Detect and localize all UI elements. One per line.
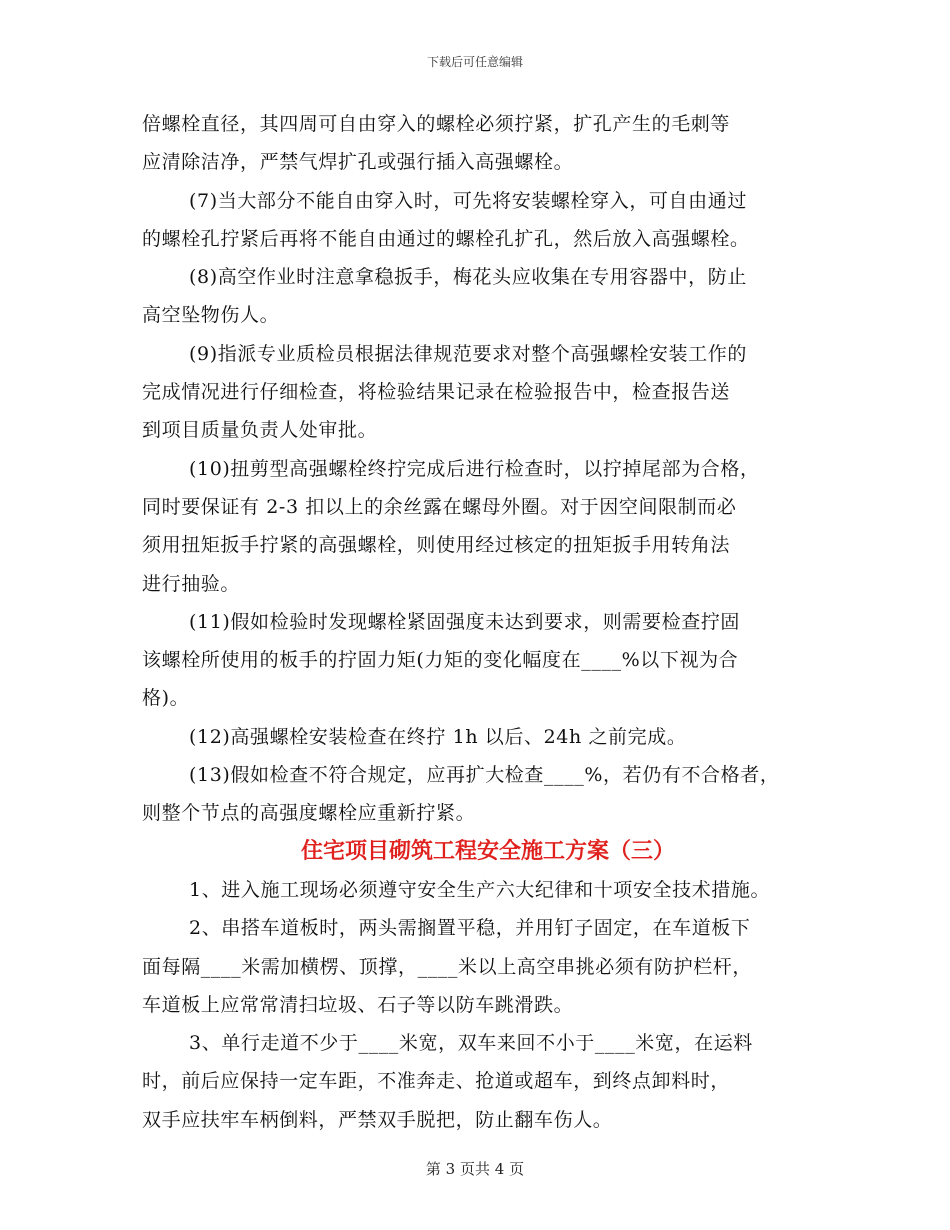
list-item-11: (11)假如检验时发现螺栓紧固强度未达到要求，则需要检查拧固: [189, 610, 741, 633]
rule-item-1: 1、进入施工现场必须遵守安全生产六大纪律和十项安全技术措施。: [189, 878, 771, 901]
body-line: 须用扭矩扳手拧紧的高强螺栓，则使用经过核定的扭矩扳手用转角法: [142, 534, 731, 557]
body-line: 高空坠物伤人。: [142, 304, 280, 327]
section-title: 住宅项目砌筑工程安全施工方案（三）: [300, 838, 675, 864]
list-item-8: (8)高空作业时注意拿稳扳手，梅花头应收集在专用容器中，防止: [189, 266, 747, 289]
body-line: 格)。: [142, 687, 190, 710]
body-line: 的螺栓孔拧紧后再将不能自由通过的螺栓孔扩孔，然后放入高强螺栓。: [142, 227, 750, 250]
body-line: 车道板上应常常清扫垃圾、石子等以防车跳滑跌。: [142, 993, 574, 1016]
page-footer: 第 3 页共 4 页: [425, 1160, 525, 1178]
rule-item-3: 3、单行走道不少于____米宽，双车来回不小于____米宽，在运料: [189, 1032, 753, 1055]
body-line: 则整个节点的高强度螺栓应重新拧紧。: [142, 802, 476, 825]
list-item-13: (13)假如检查不符合规定，应再扩大检查____%，若仍有不合格者，: [189, 764, 780, 787]
document-body: [142, 105, 822, 1139]
body-line: 同时要保证有 2-3 扣以上的余丝露在螺母外圈。对于因空间限制而必: [142, 495, 737, 518]
list-item-9: (9)指派专业质检员根据法律规范要求对整个高强螺栓安装工作的: [189, 342, 747, 365]
body-line: 面每隔____米需加横楞、顶撑，____米以上高空串挑必须有防护栏杆，: [142, 955, 753, 978]
body-line: 倍螺栓直径，其四周可自由穿入的螺栓必须拧紧，扩孔产生的毛刺等: [142, 113, 731, 135]
list-item-10: (10)扭剪型高强螺栓终拧完成后进行检查时，以拧掉尾部为合格，: [189, 457, 760, 480]
body-line: 应清除洁净，严禁气焊扩孔或强行插入高强螺栓。: [142, 151, 574, 174]
list-item-7: (7)当大部分不能自由穿入时，可先将安装螺栓穿入，可自由通过: [189, 189, 747, 212]
body-line: 时，前后应保持一定车距，不准奔走、抢道或超车，到终点卸料时，: [142, 1070, 731, 1093]
body-line: 进行抽验。: [142, 572, 241, 595]
body-line: 该螺栓所使用的板手的拧固力矩(力矩的变化幅度在____%以下视为合: [142, 649, 739, 672]
rule-item-2: 2、串搭车道板时，两头需搁置平稳，并用钉子固定，在车道板下: [189, 917, 751, 940]
body-line: 到项目质量负责人处审批。: [142, 419, 378, 442]
body-line: 完成情况进行仔细检查，将检验结果记录在检验报告中，检查报告送: [142, 381, 731, 404]
body-line: 双手应扶牢车柄倒料，严禁双手脱把，防止翻车伤人。: [142, 1108, 613, 1131]
list-item-12: (12)高强螺栓安装检查在终拧 1h 以后、24h 之前完成。: [189, 725, 687, 748]
page-header: 下载后可任意编辑: [426, 55, 523, 69]
